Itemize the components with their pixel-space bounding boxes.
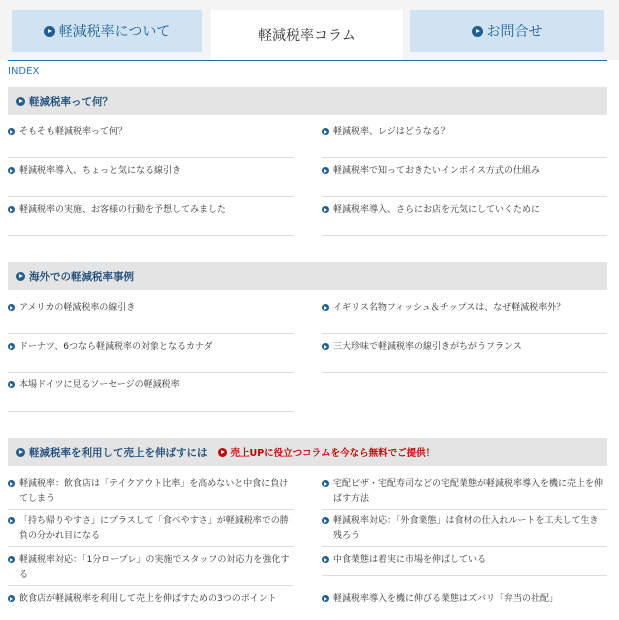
section-heading-increase-sales — [8, 438, 607, 466]
bullet-icon — [322, 304, 329, 311]
top-tab-bar — [0, 0, 619, 60]
link-text: 本場ドイツに見るソーセージの軽減税率 — [19, 380, 180, 390]
bullet-icon — [322, 556, 329, 563]
divider — [322, 575, 607, 576]
list-item[interactable] — [8, 301, 293, 316]
play-circle-icon — [16, 97, 25, 106]
link-text: そもそも軽減税率って何？ — [19, 127, 128, 137]
bullet-icon — [8, 206, 15, 213]
link-text: 宅配ピザ・宅配寿司などの宅配業態が軽減税率導入を機に売上を伸ばす方法 — [333, 479, 604, 504]
link-text: 軽減税率導入を機に伸びる業態はズバリ「弁当の社配」 — [333, 594, 559, 604]
link-text: イギリス名物フィッシュ＆チップスは、なぜ軽減税率外？ — [333, 303, 566, 313]
play-circle-icon — [472, 26, 483, 37]
link-text: 軽減税率対応：「1分ロープレ」の実施でスタッフの対応力を強化する — [19, 555, 290, 580]
section-heading-overseas — [8, 262, 607, 290]
play-circle-icon — [44, 26, 55, 37]
divider — [8, 235, 293, 236]
play-circle-icon — [16, 448, 25, 457]
bullet-icon — [8, 517, 15, 524]
divider — [322, 546, 607, 547]
tab-label: 軽減税率について — [58, 24, 171, 40]
divider — [8, 411, 293, 412]
section-title: 海外での軽減税率事例 — [29, 270, 134, 283]
list-item[interactable] — [8, 125, 293, 140]
list-item[interactable] — [322, 514, 607, 544]
list-item[interactable] — [322, 592, 607, 607]
link-text: 「持ち帰りやすさ」にプラスして「食べやすさ」が軽減税率での勝負の分かれ目になる — [19, 516, 289, 541]
divider — [8, 585, 293, 586]
bullet-icon — [8, 343, 15, 350]
divider — [322, 196, 607, 197]
link-text: 三大珍味で軽減税率の線引きがちがうフランス — [333, 342, 522, 352]
list-item[interactable] — [8, 203, 293, 218]
bullet-icon — [322, 167, 329, 174]
tab-about-reduced-tax[interactable] — [12, 10, 202, 52]
divider — [322, 235, 607, 236]
list-item[interactable] — [322, 553, 607, 568]
divider — [322, 509, 607, 510]
list-item[interactable] — [8, 378, 293, 393]
list-item[interactable] — [8, 477, 293, 507]
list-item[interactable] — [8, 340, 293, 355]
bullet-icon — [8, 128, 15, 135]
bullet-icon — [8, 480, 15, 487]
list-item[interactable] — [8, 514, 293, 544]
play-circle-icon — [218, 448, 227, 457]
play-circle-icon — [16, 272, 25, 281]
list-item[interactable] — [322, 203, 607, 218]
link-text: 中食業態は着実に市場を伸ばしている — [333, 555, 487, 565]
divider — [8, 509, 293, 510]
divider — [8, 333, 293, 334]
list-item[interactable] — [322, 477, 607, 507]
bullet-icon — [322, 343, 329, 350]
bullet-icon — [322, 128, 329, 135]
bullet-icon — [8, 167, 15, 174]
promo-link[interactable] — [218, 445, 436, 459]
section-title: 軽減税率って何？ — [29, 95, 113, 108]
section-heading-what-is — [8, 87, 607, 115]
divider — [8, 546, 293, 547]
bullet-icon — [8, 304, 15, 311]
divider — [322, 333, 607, 334]
link-text: アメリカの軽減税率の線引き — [19, 303, 136, 313]
bullet-icon — [322, 517, 329, 524]
promo-text: 売上UPに役立つコラムを今なら無料でご提供！ — [230, 448, 436, 459]
bullet-icon — [322, 480, 329, 487]
tab-contact[interactable] — [410, 10, 604, 52]
list-item[interactable] — [322, 340, 607, 355]
link-text: 軽減税率導入、さらにお店を元気にしていくために — [333, 205, 541, 215]
bullet-icon — [8, 595, 15, 602]
divider — [8, 196, 293, 197]
section-title: 軽減税率を利用して売上を伸ばすには — [29, 446, 208, 459]
tab-label: お問合せ — [486, 24, 543, 40]
list-item[interactable] — [8, 553, 293, 583]
link-text: 軽減税率：飲食店は「テイクアウト比率」を高めないと中食に負けてしまう — [19, 479, 289, 504]
bullet-icon — [322, 595, 329, 602]
list-item[interactable] — [322, 125, 607, 140]
link-text: 軽減税率対応：「外食業態」は食材の仕入れルートを工夫して生き残ろう — [333, 516, 599, 541]
list-item[interactable] — [8, 164, 293, 179]
list-item[interactable] — [8, 592, 293, 607]
link-text: 軽減税率で知っておきたいインボイス方式の仕組み — [333, 166, 540, 176]
bullet-icon — [8, 556, 15, 563]
tab-divider — [8, 60, 607, 61]
divider — [8, 372, 293, 373]
index-label: INDEX — [8, 66, 40, 77]
tab-label: 軽減税率コラム — [258, 28, 356, 44]
bullet-icon — [8, 381, 15, 388]
list-item[interactable] — [322, 164, 607, 179]
link-text: 軽減税率導入、ちょっと気になる線引き — [19, 166, 182, 176]
link-text: ドーナツ、6つなら軽減税率の対象となるカナダ — [19, 342, 213, 352]
tab-column[interactable] — [211, 10, 403, 60]
list-item[interactable] — [322, 301, 607, 316]
link-text: 軽減税率、レジはどうなる？ — [333, 127, 450, 137]
bullet-icon — [322, 206, 329, 213]
divider — [322, 372, 607, 373]
link-text: 飲食店が軽減税率を利用して売上を伸ばすための3つのポイント — [19, 594, 277, 604]
link-text: 軽減税率の実施、お客様の行動を予想してみました — [19, 205, 227, 215]
divider — [8, 157, 293, 158]
divider — [322, 157, 607, 158]
